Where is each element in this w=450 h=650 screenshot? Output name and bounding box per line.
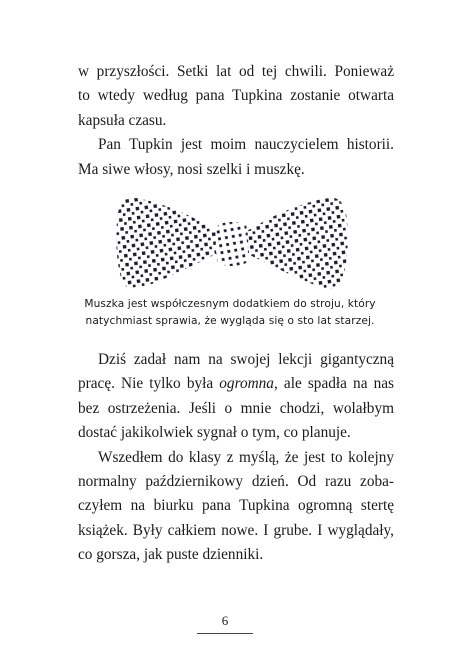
illustration-caption xyxy=(60,296,400,330)
paragraph-3-line-4: dostać jakikolwiek sygnał o tym, co planuje. xyxy=(78,424,351,442)
caption-line-2: natychmiast sprawia, że wygląda się o sto lat starzej. xyxy=(85,315,375,327)
paragraph-4-line-1: Wszedłem do klasy z myślą, że jest to kolejny xyxy=(98,448,394,466)
text-block-top xyxy=(78,60,394,182)
bow-tie-illustration xyxy=(114,191,350,295)
bow-tie-icon xyxy=(114,191,350,295)
bow-tie-right-wing xyxy=(232,198,348,289)
emphasis-word: ogromna xyxy=(219,375,274,393)
paragraph-3-line-1: Dziś zadał nam na swojej lekcji gigantyczną xyxy=(98,351,394,368)
bow-tie-left-wing xyxy=(116,198,232,289)
text-block-bottom xyxy=(78,348,394,568)
caption-line-1: Muszka jest współczesnym dodatkiem do stroju, który xyxy=(84,298,376,310)
paragraph-4-line-5: co gorsza, jak puste dzienniki. xyxy=(78,546,264,564)
page-number-rule xyxy=(197,633,253,634)
page-number: 6 xyxy=(221,613,229,628)
bow-tie-knot xyxy=(216,222,249,266)
paragraph-1-line-3: kapsuła czasu. xyxy=(78,111,167,129)
paragraph-3-line-3: bez ostrzeżenia. Jeśli o mnie chodzi, wolałbym xyxy=(78,399,394,417)
paragraph-4-line-3: czyłem na biurku pana Tupkina ogromną stertę xyxy=(78,497,394,515)
paragraph-1-line-1: w przyszłości. Setki lat od tej chwili. Ponieważ xyxy=(78,63,394,80)
paragraph-2-line-1: Pan Tupkin jest moim nauczycielem historii. xyxy=(98,136,394,154)
paragraph-1-line-2: to wtedy według pana Tupkina zostanie otwarta xyxy=(78,87,394,105)
paragraph-3-line-2-start: pracę. Nie tylko była xyxy=(78,375,220,393)
paragraph-3-line-2-end: , ale spadła na nas xyxy=(273,375,394,393)
paragraph-4-line-2: normalny październikowy dzień. Od razu zoba- xyxy=(78,473,394,491)
paragraph-3-line-2 xyxy=(78,372,394,396)
paragraph-2-line-2: Ma siwe włosy, nosi szelki i muszkę. xyxy=(78,160,305,178)
paragraph-4-line-4: książek. Były całkiem nowe. I grube. I wyglądały, xyxy=(78,521,394,539)
